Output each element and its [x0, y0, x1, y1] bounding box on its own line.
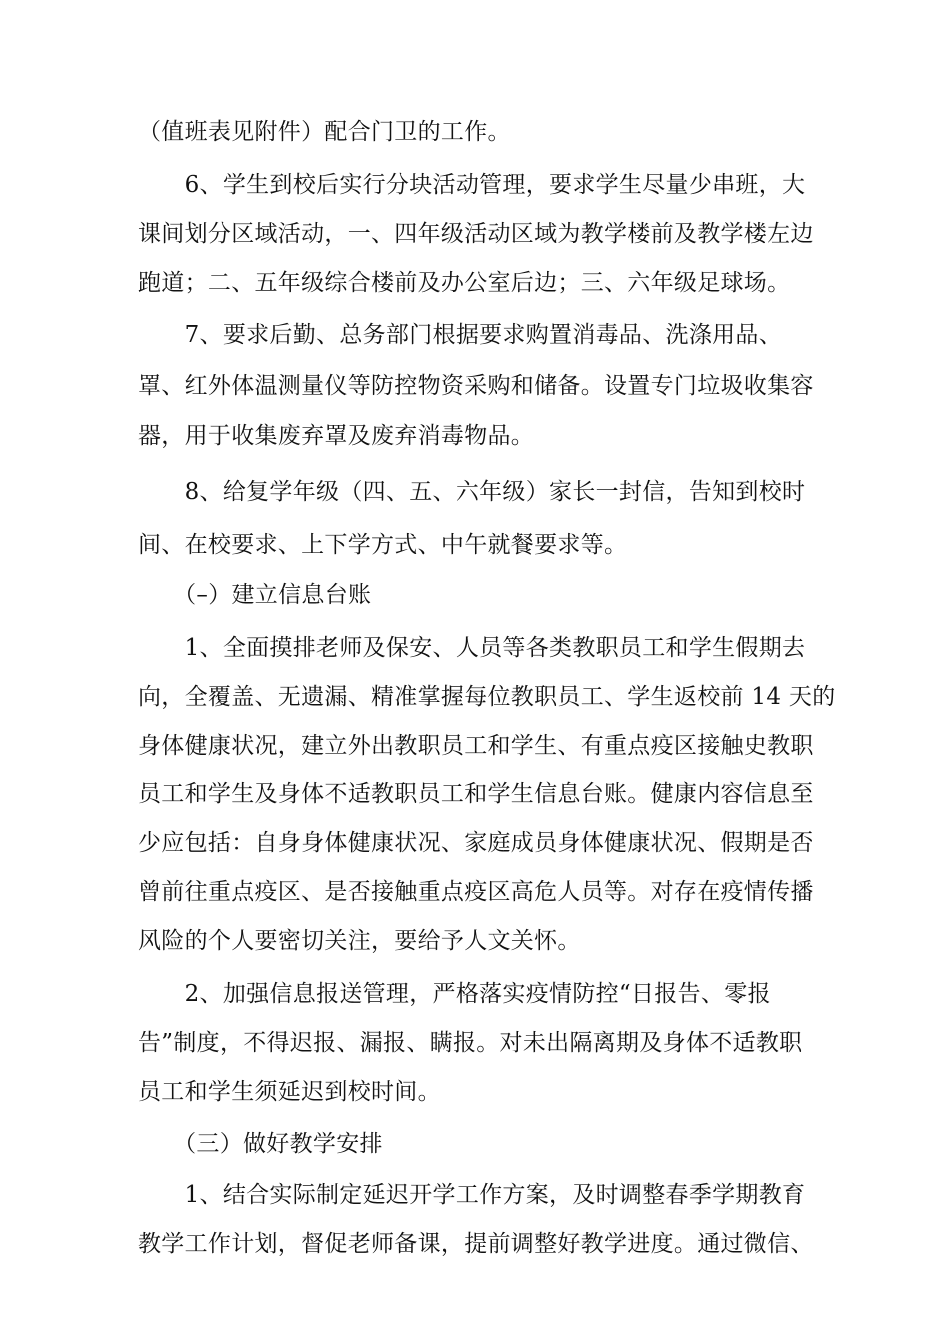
- text-line: 向，全覆盖、无遗漏、精准掌握每位教职员工、学生返校前 14 天的: [138, 684, 836, 710]
- text-line: 课间划分区域活动，一、四年级活动区域为教学楼前及教学楼左边: [138, 221, 814, 247]
- text-line: （值班表见附件）配合门卫的工作。: [138, 119, 511, 145]
- text-line: 员工和学生及身体不适教职员工和学生信息台账。健康内容信息至: [138, 781, 814, 807]
- text-line: 曾前往重点疫区、是否接触重点疫区高危人员等。对存在疫情传播: [138, 879, 814, 905]
- text-line: 1、全面摸排老师及保安、人员等各类教职员工和学生假期去: [138, 635, 806, 661]
- section-heading: （–）建立信息台账: [138, 582, 372, 608]
- text-line: 告”制度，不得迟报、漏报、瞒报。对未出隔离期及身体不适教职: [138, 1030, 803, 1056]
- text-line: 教学工作计划，督促老师备课，提前调整好教学进度。通过微信、: [138, 1231, 814, 1257]
- text-line: 7、要求后勤、总务部门根据要求购置消毒品、洗涤用品、: [138, 322, 783, 348]
- text-line: 8、给复学年级（四、五、六年级）家长一封信，告知到校时: [138, 479, 806, 505]
- text-line: 间、在校要求、上下学方式、中午就餐要求等。: [138, 532, 628, 558]
- text-line: 器，用于收集废弃罩及废弃消毒物品。: [138, 423, 535, 449]
- text-line: 风险的个人要密切关注，要给予人文关怀。: [138, 928, 581, 954]
- text-line: 员工和学生须延迟到校时间。: [138, 1079, 441, 1105]
- text-line: 身体健康状况，建立外出教职员工和学生、有重点疫区接触史教职: [138, 733, 814, 759]
- text-line: 1、结合实际制定延迟开学工作方案，及时调整春季学期教育: [138, 1182, 806, 1208]
- text-line: 跑道；二、五年级综合楼前及办公室后边；三、六年级足球场。: [138, 270, 791, 296]
- text-line: 罩、红外体温测量仪等防控物资采购和储备。设置专门垃圾收集容: [138, 373, 814, 399]
- section-heading: （三）做好教学安排: [138, 1131, 383, 1157]
- text-line: 少应包括：自身身体健康状况、家庭成员身体健康状况、假期是否: [138, 830, 814, 856]
- text-line: 2、加强信息报送管理，严格落实疫情防控“日报告、零报: [138, 981, 771, 1007]
- text-line: 6、学生到校后实行分块活动管理，要求学生尽量少串班，大: [138, 172, 806, 198]
